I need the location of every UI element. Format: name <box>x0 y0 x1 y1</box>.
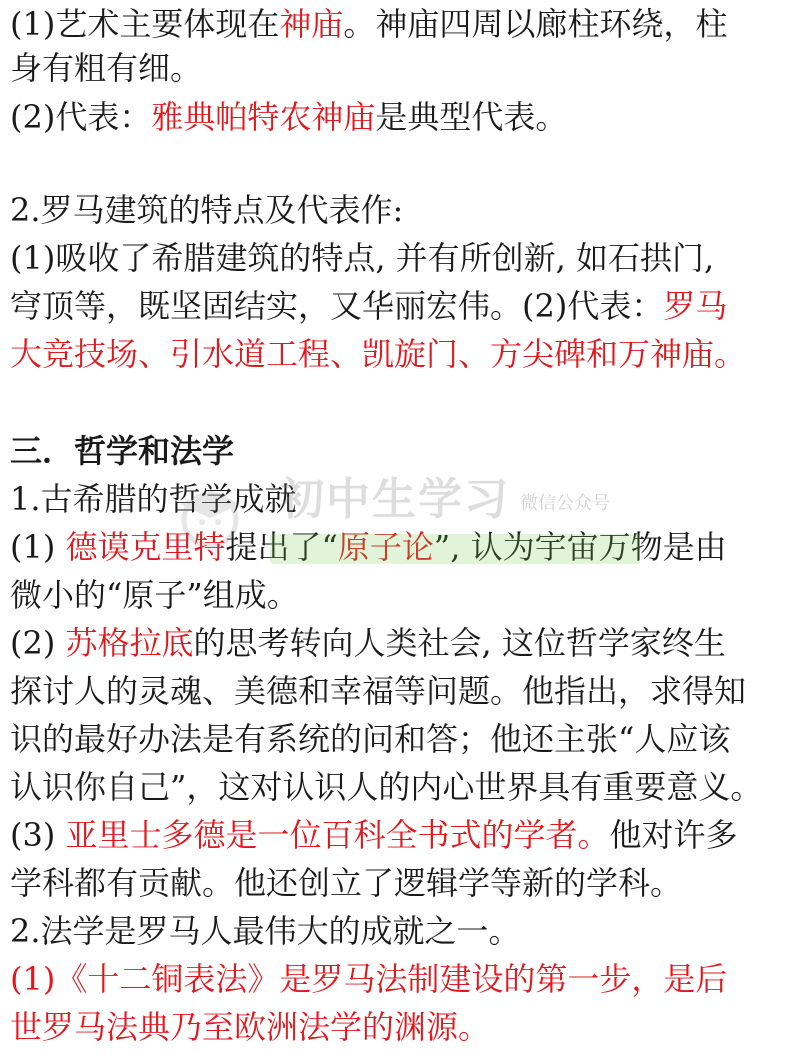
text-segment: 穹顶等，既坚固结实，又华丽宏伟。(2)代表： <box>10 287 664 325</box>
text-segment: 微小的“原子”组成。 <box>10 576 299 614</box>
text-line <box>10 907 796 955</box>
highlighted-text: 原子论 <box>337 528 434 566</box>
text-line <box>10 955 796 1003</box>
text-line <box>10 1003 796 1051</box>
text-segment: 2.罗马建筑的特点及代表作: <box>10 191 404 229</box>
text-segment: (3) <box>10 816 66 854</box>
text-line <box>10 811 796 859</box>
text-segment: 识的最好办法是有系统的问和答；他还主张“人应该 <box>10 720 731 758</box>
text-line <box>10 282 796 330</box>
highlighted-text: 苏格拉底 <box>65 624 194 662</box>
highlighted-text: 大竞技场、引水道工程、凯旋门、方尖碑和万神庙。 <box>10 335 747 373</box>
watermark-name: 初中生学习 <box>280 474 510 525</box>
text-segment: 探讨人的灵魂、美德和幸福等问题。他指出，求得知 <box>10 672 747 710</box>
watermark-subtitle: 微信公众号 <box>520 493 610 514</box>
text-segment: (1) <box>10 528 66 566</box>
text-segment: 他对许多 <box>609 816 738 854</box>
text-segment: 认识你自己”，这对认识人的内心世界具有重要意义。 <box>10 768 763 806</box>
highlighted-text: 世罗马法典乃至欧洲法学的渊源。 <box>10 1008 491 1046</box>
highlighted-text: 神庙 <box>279 5 344 43</box>
text-line <box>10 763 796 811</box>
text-line <box>10 715 796 763</box>
text-line <box>10 186 796 234</box>
text-segment: 1.古希腊的哲学成就 <box>10 480 297 518</box>
text-line <box>10 475 796 523</box>
text-segment: 学科都有贡献。他还创立了逻辑学等新的学科。 <box>10 864 683 902</box>
text-segment: ”, 认为宇宙万物是由 <box>433 528 727 566</box>
text-segment: (1)艺术主要体现在 <box>10 5 280 43</box>
text-line <box>10 667 796 715</box>
highlighted-text: 德谟克里特 <box>65 528 226 566</box>
text-line <box>10 859 796 907</box>
text-segment: 三．哲学和法学 <box>10 432 235 470</box>
highlighted-text: 亚里士多德是一位百科全书式的学者。 <box>65 816 610 854</box>
highlighted-text: 罗马 <box>663 287 728 325</box>
text-segment: 提出了“ <box>225 528 338 566</box>
text-line <box>10 427 796 475</box>
text-line <box>10 44 796 92</box>
text-line <box>10 93 796 141</box>
text-line <box>10 330 796 378</box>
highlighted-text: 雅典帕特农神庙 <box>151 98 376 136</box>
text-line <box>10 523 796 571</box>
text-line <box>10 571 796 619</box>
text-segment: (2)代表： <box>10 98 152 136</box>
text-segment: (1)吸收了希腊建筑的特点, 并有所创新, 如石拱门, <box>10 239 715 277</box>
highlighted-text: (1)《十二铜表法》是罗马法制建设的第一步，是后 <box>10 960 728 998</box>
text-segment: 身有粗有细。 <box>10 49 203 87</box>
text-line <box>10 234 796 282</box>
text-segment: 2.法学是罗马人最伟大的成就之一。 <box>10 912 521 950</box>
text-line <box>10 0 796 48</box>
text-line <box>10 619 796 667</box>
text-segment: 的思考转向人类社会, 这位哲学家终生 <box>193 624 726 662</box>
text-segment: (2) <box>10 624 66 662</box>
text-segment: 是典型代表。 <box>375 98 568 136</box>
text-segment: 。神庙四周以廊柱环绕，柱 <box>343 5 728 43</box>
